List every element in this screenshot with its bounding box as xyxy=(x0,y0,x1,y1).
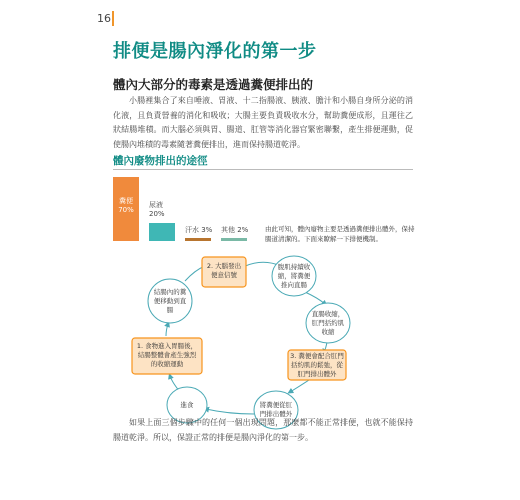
section-subtitle: 體內大部分的毒素是透過糞便排出的 xyxy=(113,77,314,92)
bar-label-3: 汗水 3% xyxy=(185,226,213,234)
bar-label-2: 尿液 20% xyxy=(149,200,165,218)
node-expel-label: 將糞便從肛門排出體外 xyxy=(259,401,293,418)
node-move-label: 結腸內的糞便移動到直腸 xyxy=(153,288,187,314)
node-brain-label: 2. 大腦發出便意信號 xyxy=(206,262,242,279)
closing-paragraph: 如果上面三個步驟中的任何一個出現問題，那麼都不能正常排便，也就不能保持腸道乾淨。所以，保證正常的排便是腸內淨化的第一步。 xyxy=(113,418,413,442)
node-stomach-label: 1. 食物進入胃腸後，結腸整體會產生強烈的收縮運動 xyxy=(136,342,198,368)
intro-paragraph: 小腸裡集合了來自唾液、胃液、十二指腸液、胰液、膽汁和小腸自身所分泌的消化液，且負責營養的消化和吸收；大腸主要負責吸收水分，幫助糞便成形，且運往乙狀結腸堆積。而大腦必須與胃、腸道、肛管等消化器官緊密聯繫，產生排便運動，促使腸內堆積的毒素隨著糞便排出，進而保持腸道乾淨。 xyxy=(113,96,413,149)
chart-note: 由此可知，體內廢物主要是透過糞便排出體外，保持腸道清潔的。下面來瞭解一下排便機制。 xyxy=(265,225,415,243)
node-rectum-label: 直腸收縮，肛門括約肌收縮 xyxy=(311,310,345,336)
page-number: 16 xyxy=(97,12,111,25)
bar-label-1: 糞便 70% xyxy=(118,197,134,215)
node-eat-label: 進食 xyxy=(180,401,194,409)
arrow-expel-to-eat xyxy=(206,409,254,414)
arrow-abdomen-to-rectum xyxy=(305,292,325,304)
node-sphincter-label: 3. 糞便會配合肛門括約肌的鬆弛，從肛門排出體外 xyxy=(290,352,344,378)
bar-label-4: 其他 2% xyxy=(221,226,249,234)
chart-title: 體內廢物排出的途徑 xyxy=(113,155,208,167)
arrow-stomach-to-move xyxy=(166,324,168,336)
page-title: 排便是腸內淨化的第一步 xyxy=(113,41,317,62)
node-abdomen-label: 腹肌持續收縮，將糞便推向直腸 xyxy=(277,263,311,289)
